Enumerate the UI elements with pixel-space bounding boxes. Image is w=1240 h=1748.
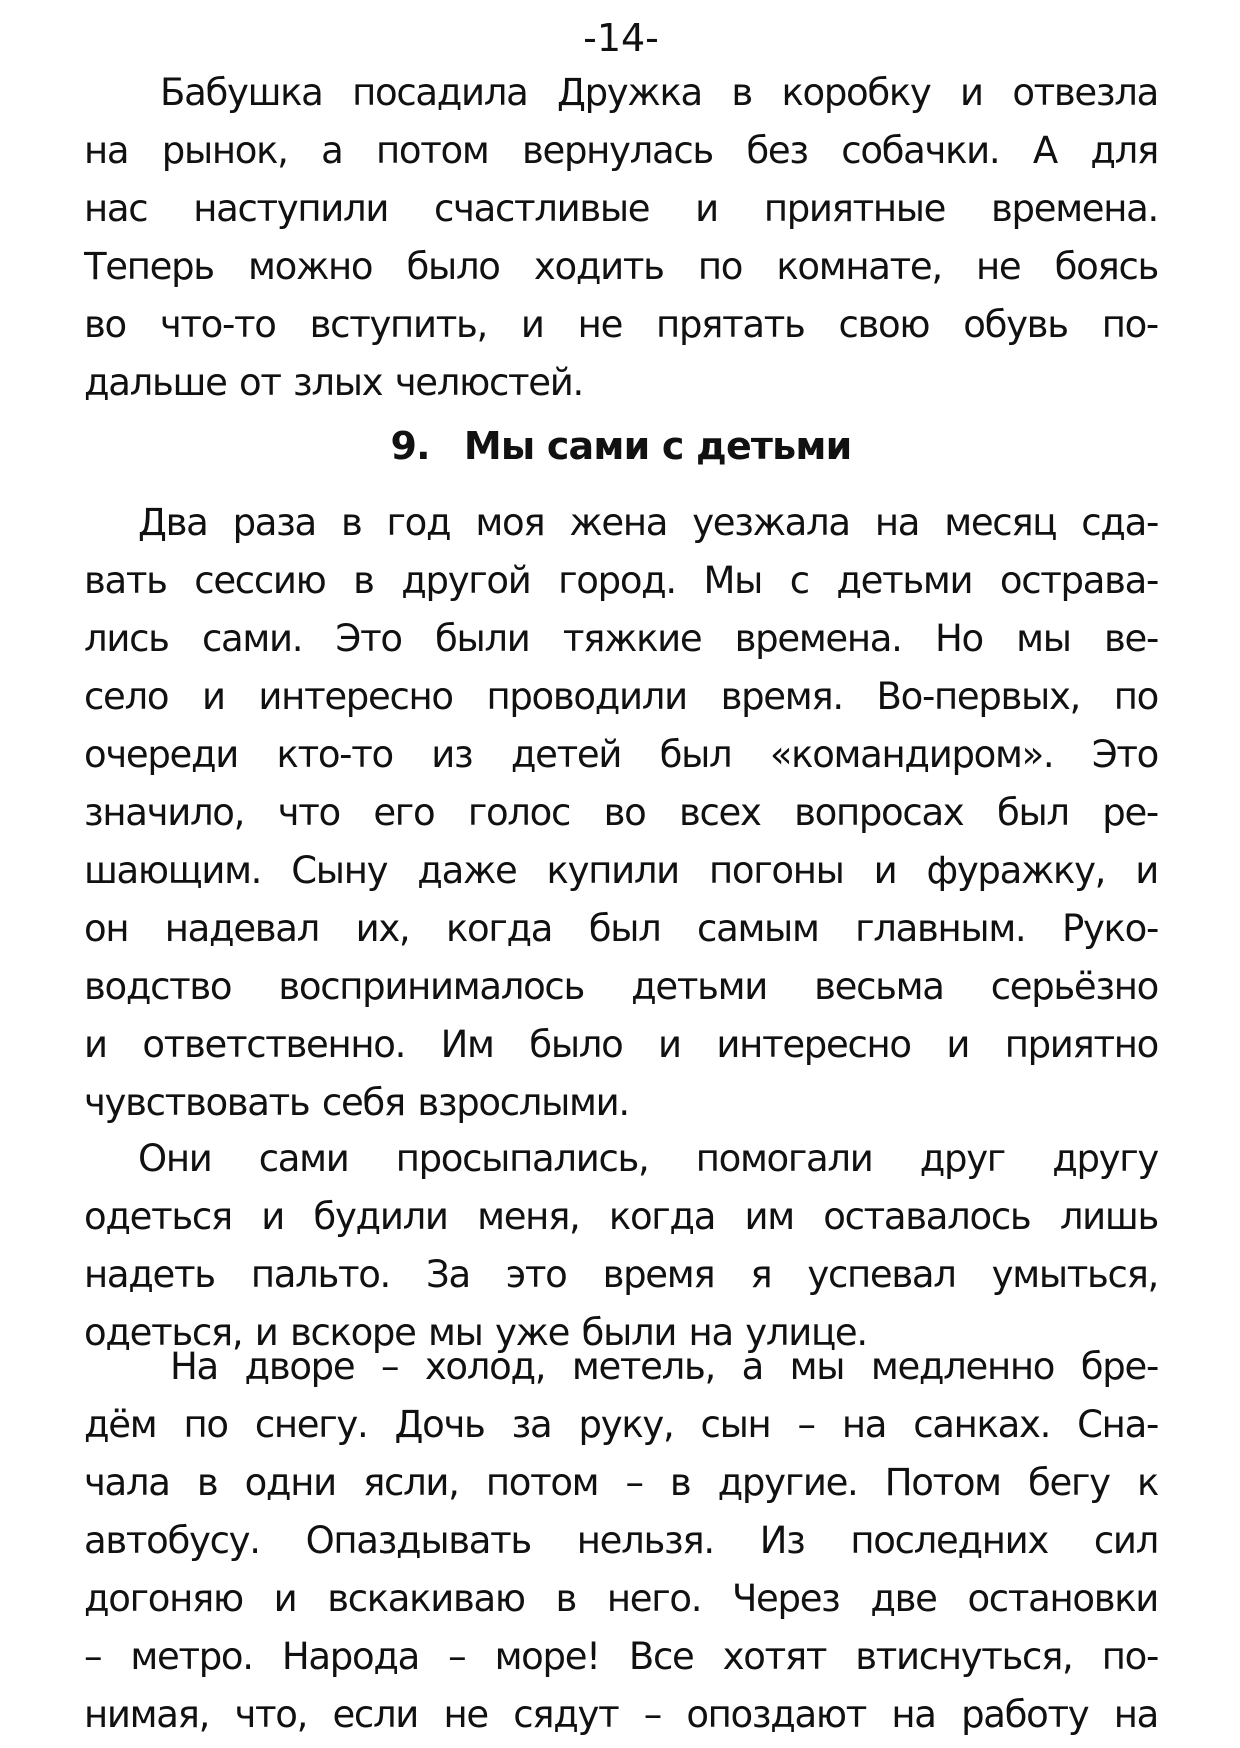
text-line: нас наступили счастливые и приятные времена.	[84, 187, 1158, 230]
text-line: надеть пальто. За это время я успевал умыться,	[84, 1253, 1158, 1296]
text-line: значило, что его голос во всех вопросах был ре-	[84, 791, 1158, 834]
text-line: дальше от злых челюстей.	[84, 361, 583, 404]
text-line: очереди кто-то из детей был «командиром». Это	[84, 733, 1158, 776]
text-line: шающим. Сыну даже купили погоны и фуражку, и	[84, 849, 1158, 892]
text-line: водство воспринималось детьми весьма серьёзно	[84, 965, 1158, 1008]
text-line: одеться и будили меня, когда им оставалось лишь	[84, 1195, 1158, 1238]
text-line: чала в одни ясли, потом – в другие. Потом бегу к	[84, 1461, 1158, 1504]
text-line: Теперь можно было ходить по комнате, не боясь	[84, 245, 1158, 288]
text-line: на рынок, а потом вернулась без собачки. А для	[84, 129, 1158, 172]
text-line: На дворе – холод, метель, а мы медленно бре-	[170, 1345, 1158, 1388]
paragraph-2	[84, 494, 1158, 1132]
page-number: -14-	[583, 16, 659, 60]
paragraph-3	[84, 1130, 1158, 1362]
text-line: – метро. Народа – море! Все хотят втиснуться, по-	[84, 1635, 1158, 1678]
paragraph-4	[84, 1338, 1158, 1744]
book-page	[84, 0, 1158, 1748]
text-line: лись сами. Это были тяжкие времена. Но мы ве-	[84, 617, 1158, 660]
chapter-heading	[84, 418, 1158, 474]
paragraph-1	[84, 64, 1158, 412]
text-line: Они сами просыпались, помогали друг другу	[138, 1137, 1158, 1180]
text-line: он надевал их, когда был самым главным. Руко-	[84, 907, 1158, 950]
text-line: нимая, что, если не сядут – опоздают на работу на	[84, 1693, 1158, 1736]
text-line: во что-то вступить, и не прятать свою обувь по-	[84, 303, 1158, 346]
text-line: дём по снегу. Дочь за руку, сын – на санках. Сна-	[84, 1403, 1158, 1446]
text-line: Бабушка посадила Дружка в коробку и отвезла	[160, 71, 1158, 114]
chapter-number: 9.	[390, 424, 430, 468]
chapter-title: Мы сами с детьми	[463, 424, 852, 468]
text-line: и ответственно. Им было и интересно и приятно	[84, 1023, 1158, 1066]
text-line: одеться, и вскоре мы уже были на улице.	[84, 1311, 867, 1354]
text-line: чувствовать себя взрослыми.	[84, 1081, 629, 1124]
text-line: вать сессию в другой город. Мы с детьми острава-	[84, 559, 1158, 602]
text-line: автобусу. Опаздывать нельзя. Из последних сил	[84, 1519, 1158, 1562]
text-line: село и интересно проводили время. Во-первых, по	[84, 675, 1158, 718]
text-line: Два раза в год моя жена уезжала на месяц сда-	[138, 501, 1158, 544]
text-line: догоняю и вскакиваю в него. Через две остановки	[84, 1577, 1158, 1620]
